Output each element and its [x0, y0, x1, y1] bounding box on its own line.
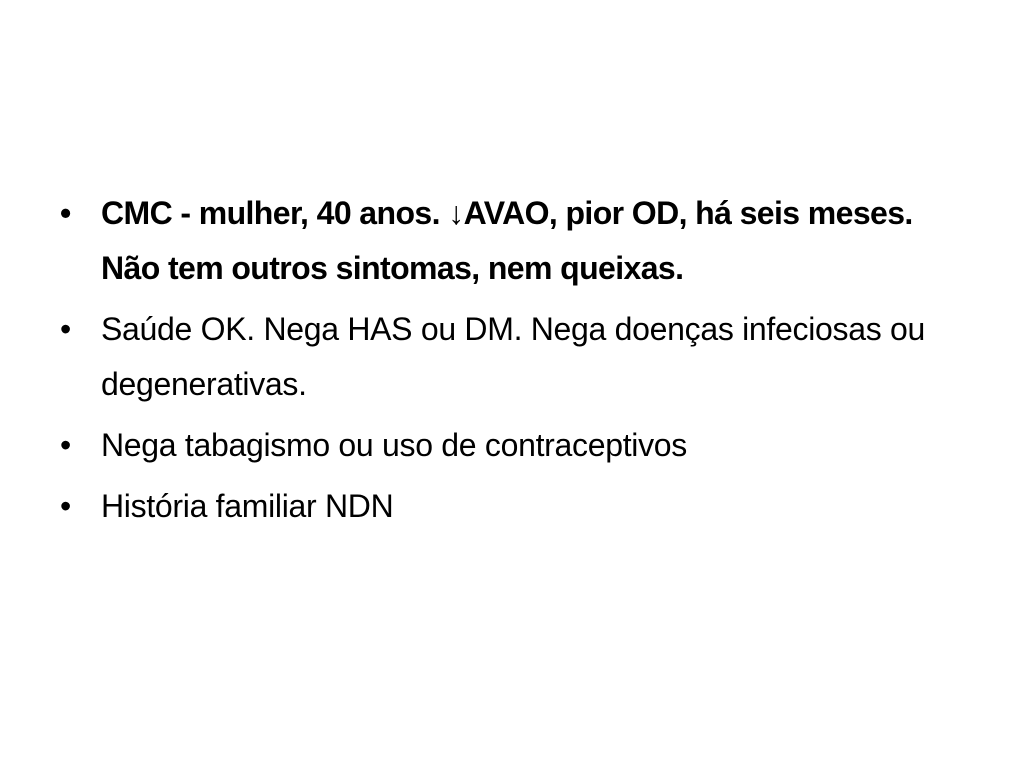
bullet-item-habits	[60, 418, 960, 473]
habits-text: Nega tabagismo ou uso de contraceptivos	[101, 427, 688, 463]
health-history-text: Saúde OK. Nega HAS ou DM. Nega doenças infeciosas ou degenerativas.	[101, 311, 925, 402]
patient-id-text: CMC - mulher, 40 anos.	[101, 195, 449, 231]
bullet-icon: •	[60, 311, 71, 347]
bullet-icon: •	[60, 195, 71, 231]
bullet-item-health-history	[60, 302, 960, 412]
bullet-list	[60, 186, 960, 540]
down-arrow-icon: ↓	[448, 195, 464, 231]
bullet-icon: •	[60, 488, 71, 524]
family-history-text: História familiar NDN	[101, 488, 394, 524]
bullet-icon: •	[60, 427, 71, 463]
complaint-text: AVAO, pior OD, há seis meses. Não tem outros sintomas, nem queixas.	[101, 195, 913, 286]
bullet-item-family-history	[60, 479, 960, 534]
bullet-item-patient-complaint	[60, 186, 960, 296]
